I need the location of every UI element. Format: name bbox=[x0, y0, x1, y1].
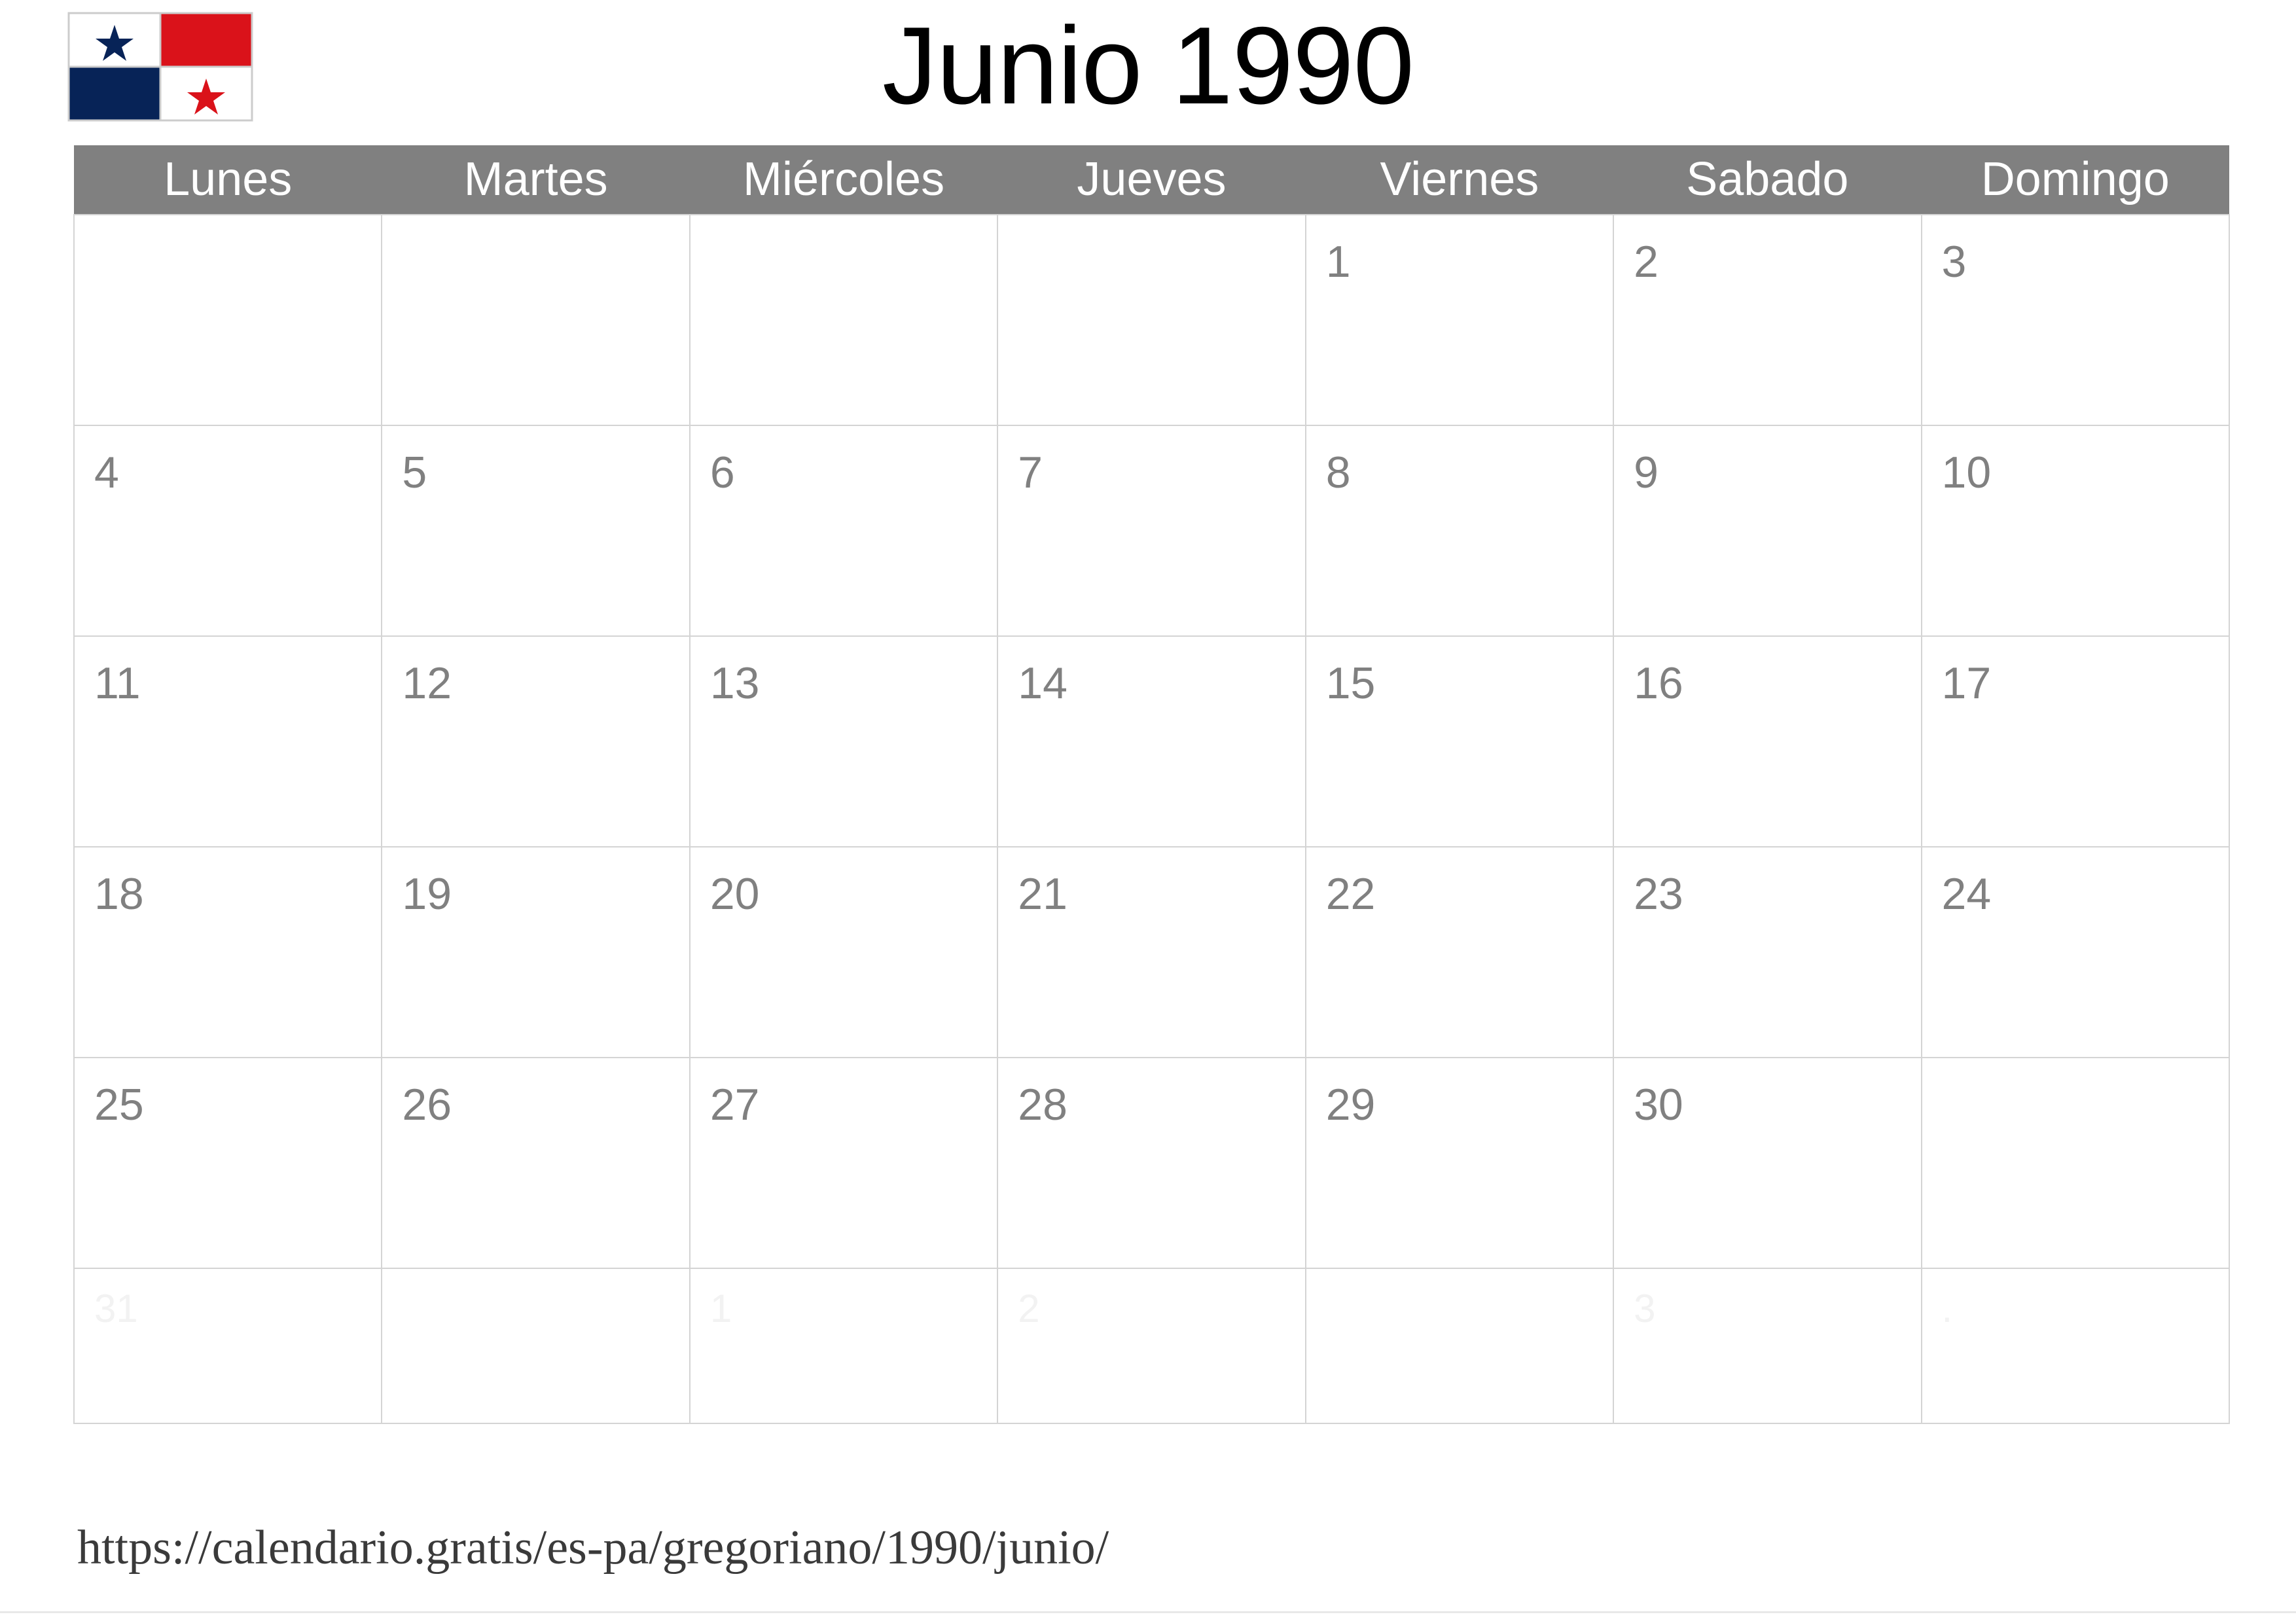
calendar-day-cell[interactable] bbox=[997, 1268, 1305, 1423]
day-number: 17 bbox=[1941, 658, 1992, 708]
calendar-day-cell[interactable] bbox=[1306, 425, 1613, 636]
weekday-header-sabado: Sabado bbox=[1613, 145, 1921, 215]
day-number: 22 bbox=[1325, 869, 1376, 919]
day-number bbox=[382, 215, 689, 236]
calendar-day-cell[interactable] bbox=[1922, 1058, 2229, 1268]
day-number: 3 bbox=[1941, 237, 1967, 287]
calendar-week-row bbox=[74, 847, 2229, 1058]
day-number: 21 bbox=[1018, 869, 1067, 919]
day-number: 13 bbox=[709, 658, 760, 708]
day-number: 14 bbox=[1018, 658, 1067, 708]
calendar-day-cell[interactable] bbox=[997, 1058, 1305, 1268]
calendar-day-cell[interactable] bbox=[997, 215, 1305, 425]
day-number: 15 bbox=[1325, 658, 1376, 708]
day-number: 26 bbox=[402, 1080, 452, 1130]
calendar-day-cell[interactable] bbox=[690, 215, 997, 425]
day-number bbox=[1306, 1269, 1613, 1283]
calendar-day-cell[interactable] bbox=[74, 1058, 382, 1268]
day-number bbox=[382, 1269, 689, 1283]
weekday-header-miercoles: Miércoles bbox=[690, 145, 997, 215]
calendar-day-cell[interactable] bbox=[1613, 847, 1921, 1058]
day-number: 1 bbox=[709, 1287, 732, 1330]
weekday-header-row bbox=[74, 145, 2229, 215]
calendar-day-cell[interactable] bbox=[1613, 636, 1921, 847]
calendar-week-row bbox=[74, 425, 2229, 636]
day-number: 19 bbox=[402, 869, 452, 919]
calendar-day-cell[interactable] bbox=[690, 1268, 997, 1423]
day-number: 6 bbox=[709, 448, 735, 497]
calendar-day-cell[interactable] bbox=[1613, 215, 1921, 425]
day-number: 3 bbox=[1634, 1287, 1656, 1330]
calendar-day-cell[interactable] bbox=[382, 215, 689, 425]
calendar-day-cell[interactable] bbox=[1306, 1268, 1613, 1423]
calendar-day-cell[interactable] bbox=[1613, 1268, 1921, 1423]
weekday-header-jueves: Jueves bbox=[997, 145, 1305, 215]
calendar-day-cell[interactable] bbox=[382, 425, 689, 636]
calendar-day-cell[interactable] bbox=[690, 1058, 997, 1268]
day-number bbox=[998, 215, 1304, 236]
calendar-day-cell[interactable] bbox=[997, 425, 1305, 636]
calendar-day-cell[interactable] bbox=[74, 425, 382, 636]
calendar-day-cell[interactable] bbox=[1613, 1058, 1921, 1268]
day-number: 20 bbox=[709, 869, 760, 919]
calendar-day-cell[interactable] bbox=[997, 636, 1305, 847]
weekday-header-martes: Martes bbox=[382, 145, 689, 215]
day-number: 9 bbox=[1634, 448, 1659, 497]
calendar-day-cell[interactable] bbox=[1922, 425, 2229, 636]
weekday-header-domingo: Domingo bbox=[1922, 145, 2229, 215]
day-number: 23 bbox=[1634, 869, 1683, 919]
calendar-day-cell[interactable] bbox=[997, 847, 1305, 1058]
calendar-week-row bbox=[74, 215, 2229, 425]
calendar-day-cell[interactable] bbox=[74, 636, 382, 847]
calendar-day-cell[interactable] bbox=[382, 1058, 689, 1268]
day-number: 12 bbox=[402, 658, 452, 708]
day-number: 29 bbox=[1325, 1080, 1376, 1130]
day-number: 25 bbox=[94, 1080, 144, 1130]
day-number: 10 bbox=[1941, 448, 1992, 497]
day-number: 1 bbox=[1325, 237, 1351, 287]
day-number: 2 bbox=[1634, 237, 1659, 287]
calendar-day-cell[interactable] bbox=[1922, 215, 2229, 425]
calendar-day-cell[interactable] bbox=[1306, 636, 1613, 847]
calendar-day-cell[interactable] bbox=[1922, 847, 2229, 1058]
day-number: 5 bbox=[402, 448, 427, 497]
day-number: 11 bbox=[94, 658, 141, 708]
source-url[interactable]: https://calendario.gratis/es-pa/gregoriano/1990/junio/ bbox=[77, 1521, 1109, 1575]
day-number: 24 bbox=[1941, 869, 1992, 919]
weekday-header-viernes: Viernes bbox=[1306, 145, 1613, 215]
day-number: 28 bbox=[1018, 1080, 1067, 1130]
day-number: 16 bbox=[1634, 658, 1683, 708]
day-number bbox=[1922, 1058, 2229, 1079]
day-number: 27 bbox=[709, 1080, 760, 1130]
day-number bbox=[691, 215, 997, 236]
day-number: 4 bbox=[94, 448, 119, 497]
calendar-week-row-overflow bbox=[74, 1268, 2229, 1423]
calendar-day-cell[interactable] bbox=[382, 1268, 689, 1423]
weekday-header-lunes: Lunes bbox=[74, 145, 382, 215]
calendar-day-cell[interactable] bbox=[1922, 636, 2229, 847]
day-number: . bbox=[1941, 1287, 1953, 1330]
calendar-day-cell[interactable] bbox=[74, 215, 382, 425]
calendar-day-cell[interactable] bbox=[690, 636, 997, 847]
day-number: 18 bbox=[94, 869, 144, 919]
day-number: 30 bbox=[1634, 1080, 1683, 1130]
calendar-day-cell[interactable] bbox=[1306, 1058, 1613, 1268]
calendar-day-cell[interactable] bbox=[382, 847, 689, 1058]
calendar-week-row bbox=[74, 1058, 2229, 1268]
day-number: 2 bbox=[1018, 1287, 1040, 1330]
calendar-day-cell[interactable] bbox=[1306, 215, 1613, 425]
page-header bbox=[0, 0, 2296, 141]
calendar-day-cell[interactable] bbox=[1922, 1268, 2229, 1423]
day-number: 8 bbox=[1325, 448, 1351, 497]
page-title: Junio 1990 bbox=[882, 4, 1414, 127]
calendar-table bbox=[73, 145, 2230, 1424]
calendar-day-cell[interactable] bbox=[1613, 425, 1921, 636]
calendar-day-cell[interactable] bbox=[382, 636, 689, 847]
calendar-day-cell[interactable] bbox=[74, 847, 382, 1058]
day-number: 7 bbox=[1018, 448, 1043, 497]
day-number: 31 bbox=[94, 1287, 138, 1330]
calendar-day-cell[interactable] bbox=[74, 1268, 382, 1423]
calendar-week-row bbox=[74, 636, 2229, 847]
calendar-day-cell[interactable] bbox=[690, 847, 997, 1058]
day-number bbox=[75, 215, 381, 236]
bottom-divider bbox=[0, 1611, 2296, 1613]
calendar-day-cell[interactable] bbox=[1306, 847, 1613, 1058]
calendar-day-cell[interactable] bbox=[690, 425, 997, 636]
